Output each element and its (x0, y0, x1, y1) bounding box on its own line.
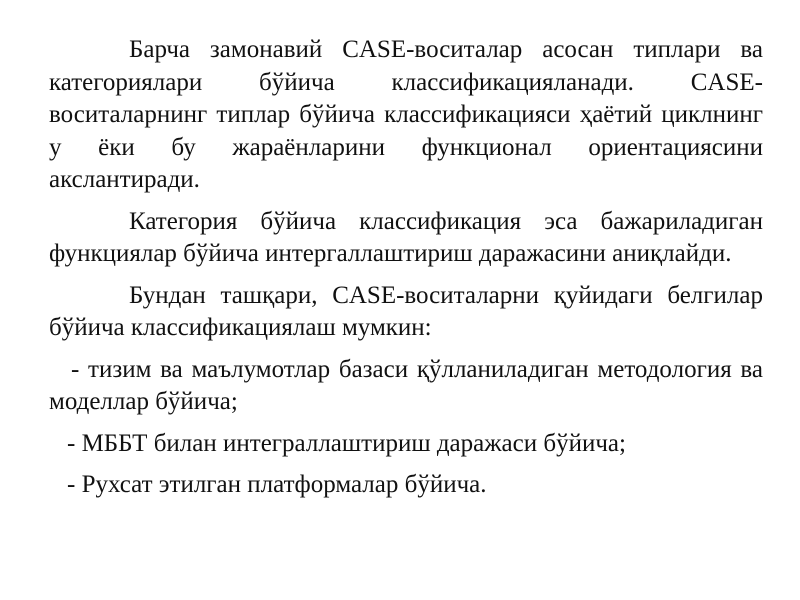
list-item-methodology: - тизим ва маълумотлар базаси қўлланиладиган методология ва моделлар бўйича; (49, 355, 763, 415)
paragraph-case-classification: Барча замонавий CASE-воситалар асосан типлари ва категориялари бўйича классификацияланади. CASE-воситаларнинг типлар бўйича классификацияси ҳаётий циклнинг у ёки бу жараёнларини функционал ориентациясини акслантиради. (49, 36, 763, 193)
paragraph-additional-criteria: Бундан ташқари, CASE-воситаларни қуйидаги белгилар бўйича классификациялаш мумкин: (49, 281, 763, 341)
list-item-platforms: - Рухсат этилган платформалар бўйича. (67, 471, 487, 498)
document-body (49, 34, 763, 511)
list-item-dbms-integration: - МББТ билан интеграллаштириш даражаси бўйича; (67, 429, 626, 457)
paragraph-category-classification: Категория бўйича классификация эса бажариладиган функциялар бўйича интергаллаштириш даражасини аниқлайди. (49, 207, 763, 267)
